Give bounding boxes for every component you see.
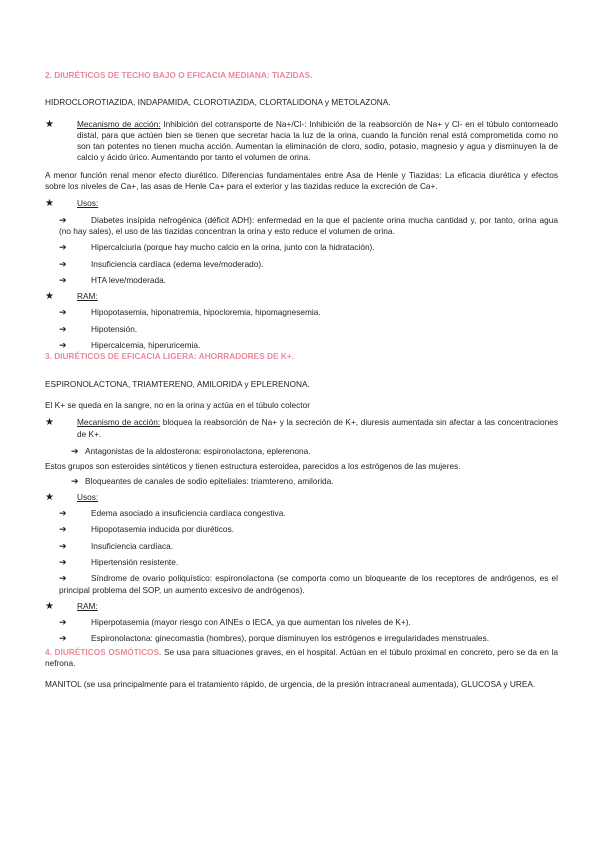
mechanism-label: Mecanismo de acción: [77, 118, 161, 129]
section-3-mechanism [45, 417, 558, 440]
star-icon: ★ [45, 417, 54, 429]
arrow-icon: ➔ [59, 258, 67, 269]
arrow-icon: ➔ [59, 573, 67, 584]
list-item: ➔ Hipopotasemia, hiponatremia, hipocloremia, hipomagnesemia. [59, 307, 321, 318]
mechanism-label: Mecanismo de acción: [77, 417, 161, 428]
section-2-usos [45, 198, 558, 209]
arrow-icon: ➔ [71, 445, 79, 456]
list-item: ➔ Insuficiencia cardíaca. [59, 540, 174, 551]
section-3-drugs: ESPIRONOLACTONA, TRIAMTERENO, AMILORIDA y EPLERENONA. [45, 378, 310, 389]
section-4-drugs: MANITOL (se usa principalmente para el tratamiento rápido, de urgencia, de la presión intracraneal aumentada), GLUCOSA y UREA. [45, 679, 536, 690]
list-item: ➔ Hipopotasemia inducida por diuréticos. [59, 524, 234, 535]
arrow-icon: ➔ [59, 340, 67, 351]
arrow-icon: ➔ [59, 323, 67, 334]
list-item: ➔ HTA leve/moderada. [59, 274, 167, 285]
list-item: ➔ Hiperpotasemia (mayor riesgo con AINEs o IECA, ya que aumentan los niveles de K+). [59, 617, 411, 628]
list-item: ➔ Diabetes insípida nefrogénica (déficit ADH): enfermedad en la que el paciente orina mucha cantidad y, por tanto, orina agua (no hay sales), el uso de las tiazidas concentran la orina y esto reduce el volumen de orina. [59, 214, 558, 236]
list-item: ➔ Insuficiencia cardíaca (edema leve/moderado). [59, 258, 264, 269]
list-item: ➔ Hipercalciuria (porque hay mucho calcio en la orina, junto con la hidratación). [59, 242, 375, 253]
section-2-heading: 2. DIURÉTICOS DE TECHO BAJO O EFICACIA MEDIANA: TIAZIDAS. [45, 70, 313, 80]
section-2-paragraph: A menor función renal menor efecto diurético. Diferencias fundamentales entre Asa de Henle y Tiazidas: La eficacia diurética y efectos sobre los niveles de Ca+, las asas de Henle Ca+ para el exterior y las tiazidas reduce la excreción de Ca+. [45, 169, 558, 192]
arrow-icon: ➔ [59, 274, 67, 285]
list-item: ➔ Hipercalcemia, hiperuricemia. [59, 340, 201, 351]
star-icon: ★ [45, 600, 54, 612]
list-item: ➔ Hipertensión resistente. [59, 556, 179, 567]
list-item: ➔ Síndrome de ovario poliquístico: espironolactona (se comporta como un bloqueante de los receptores de andrógenos, es el principal problema del SOP, un aumento excesivo de andrógenos). [59, 573, 558, 595]
document-page [45, 70, 558, 691]
arrow-icon: ➔ [59, 524, 67, 535]
section-4-paragraph [45, 647, 558, 670]
section-2-ram [45, 291, 558, 302]
mechanism-text: bloquea la reabsorción de Na+ y la secreción de K+, diuresis aumentada sin afectar a las concentraciones de K+. [77, 417, 558, 439]
list-item: ➔ Antagonistas de la aldosterona: espironolactona, eplerenona. [71, 445, 311, 456]
section-3-ram [45, 601, 558, 612]
usos-label: Usos: [77, 198, 99, 209]
arrow-icon: ➔ [59, 214, 67, 225]
ram-label: RAM: [77, 600, 98, 611]
section-4-text: Se usa para situaciones graves, en el hospital. Actúan en el túbulo proximal en concreto, pero se da en la nefrona. [45, 646, 558, 668]
section-2-drugs: HIDROCLOROTIAZIDA, INDAPAMIDA, CLOROTIAZIDA, CLORTALIDONA y METOLAZONA. [45, 97, 391, 108]
section-3-usos [45, 492, 558, 503]
list-item: ➔ Edema asociado a insuficiencia cardíaca congestiva. [59, 508, 286, 519]
section-4-heading: 4. DIURÉTICOS OSMÓTICOS. [45, 646, 162, 657]
section-3-note: El K+ se queda en la sangre, no en la orina y actúa en el túbulo colector [45, 399, 310, 410]
arrow-icon: ➔ [59, 633, 67, 644]
star-icon: ★ [45, 118, 54, 130]
arrow-icon: ➔ [59, 307, 67, 318]
list-item: ➔ Bloqueantes de canales de sodio epiteliales: triamtereno, amilorida. [71, 476, 334, 487]
ram-label: RAM: [77, 291, 98, 302]
arrow-icon: ➔ [59, 508, 67, 519]
list-item: ➔ Hipotensión. [59, 323, 138, 334]
star-icon: ★ [45, 198, 54, 210]
arrow-icon: ➔ [59, 556, 67, 567]
arrow-icon: ➔ [59, 617, 67, 628]
arrow-icon: ➔ [59, 540, 67, 551]
section-3-heading: 3. DIURÉTICOS DE EFICACIA LIGERA: AHORRADORES DE K+. [45, 351, 295, 362]
mechanism-text: Inhibición del cotransporte de Na+/Cl-: Inhibición de la reabsorción de Na+ y Cl- en el túbulo contorneado distal, para que actúen bien se tienen que secretar hacia la luz de la orina, cuando la función renal está comprometida como no son tan potentes no tienen mucha acción. Aumentan la eliminación de cloro, sodio, potasio, magnesio y agua y disminuyen la de calcio y ácido úrico. Aumentando por tanto el volumen de orina. [77, 118, 558, 163]
list-item: ➔ Espironolactona: ginecomastia (hombres), porque disminuyen los estrógenos e irregularidades menstruales. [59, 633, 489, 644]
section-3-steroids: Estos grupos son esteroides sintéticos y tienen estructura esteroidea, parecidos a los estrógenos de las mujeres. [45, 461, 461, 472]
star-icon: ★ [45, 291, 54, 303]
usos-label: Usos: [77, 491, 99, 502]
star-icon: ★ [45, 491, 54, 503]
arrow-icon: ➔ [71, 476, 79, 487]
arrow-icon: ➔ [59, 242, 67, 253]
section-2-mechanism [45, 119, 558, 164]
